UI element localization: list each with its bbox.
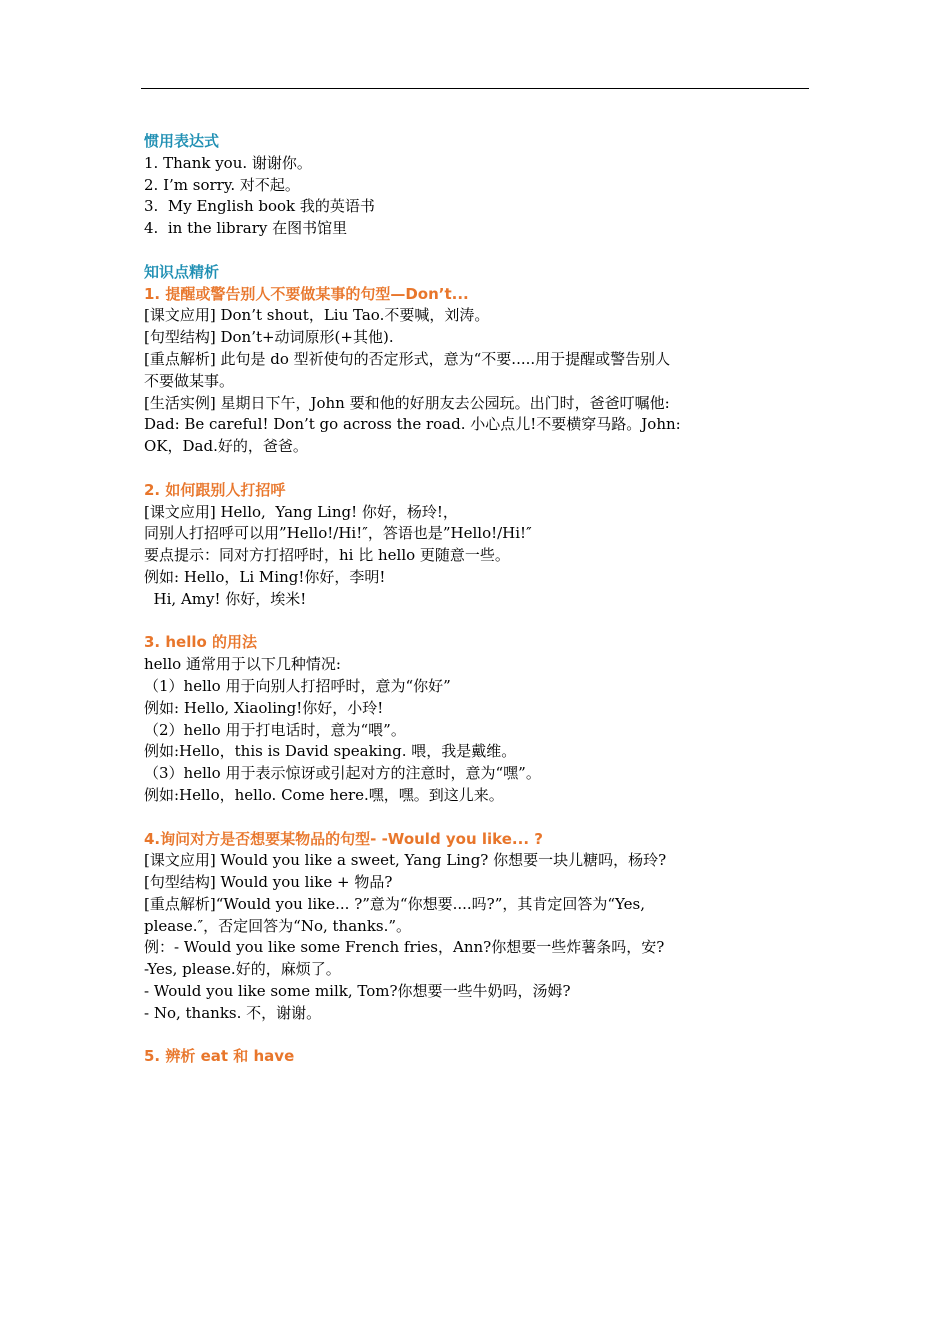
topic-1-line: 不要做某事。 [144,371,235,390]
idiom-item-3: 3. My English book 我的英语书 [144,197,375,216]
idiom-item-4: 4. in the library 在图书馆里 [144,219,348,238]
topic-3-line: 例如:Hello，this is David speaking. 喂，我是戴维。 [144,742,517,761]
topic-1-heading: 1. 提醒或警告别人不要做某事的句型—Don’t... [144,284,469,303]
topic-2-line: 例如: Hello，Li Ming!你好，李明! [144,567,386,586]
topic-3-line: hello 通常用于以下几种情况: [144,655,341,674]
topic-4-line: - No, thanks. 不，谢谢。 [144,1003,322,1022]
topic-4-heading: 4.询问对方是否想要某物品的句型- -Would you like... ? [144,829,543,848]
topic-3-line: （2）hello 用于打电话时，意为“喂”。 [144,720,406,739]
document-body [144,131,814,1068]
topic-2-heading: 2. 如何跟别人打招呼 [144,480,286,499]
topic-3-line: 例如:Hello，hello. Come here.嘿，嘿。到这儿来。 [144,785,504,804]
knowledge-heading: 知识点精析 [144,262,220,281]
topic-1-line: Dad: Be careful! Don’t go across the road. 小心点儿!不要横穿马路。John: [144,415,681,434]
spacer [144,611,814,633]
topic-4-line: - Would you like some milk, Tom?你想要一些牛奶吗，汤姆? [144,982,571,1001]
spacer [144,1025,814,1047]
spacer [144,807,814,829]
spacer [144,240,814,262]
topic-3-line: （1）hello 用于向别人打招呼时，意为“你好” [144,676,451,695]
topic-1-line: [生活实例] 星期日下午，John 要和他的好朋友去公园玩。出门时，爸爸叮嘱他: [144,393,670,412]
topic-5-heading: 5. 辨析 eat 和 have [144,1047,295,1066]
topic-2-line: 同别人打招呼可以用”Hello!/Hi!″，答语也是”Hello!/Hi!″ [144,524,532,543]
topic-1-line: OK，Dad.好的，爸爸。 [144,437,308,456]
topic-3-line: 例如: Hello, Xiaoling!你好，小玲! [144,698,384,717]
topic-4-line: please.″，否定回答为“No, thanks.”。 [144,916,412,935]
topic-4-line: 例：- Would you like some French fries，Ann?你想要一些炸薯条吗，安? [144,938,665,957]
spacer [144,458,814,480]
header-rule [141,88,809,89]
topic-3-heading: 3. hello 的用法 [144,633,258,652]
idiom-item-1: 1. Thank you. 谢谢你。 [144,153,312,172]
topic-2-line: 要点提示：同对方打招呼时，hi 比 hello 更随意一些。 [144,546,510,565]
topic-1-line: [课文应用] Don’t shout，Liu Tao.不要喊，刘涛。 [144,306,490,325]
idiom-item-2: 2. I’m sorry. 对不起。 [144,175,300,194]
topic-4-line: [重点解析]“Would you like... ?”意为“你想要....吗?”，其肯定回答为“Yes, [144,894,645,913]
idioms-heading: 惯用表达式 [144,132,220,150]
topic-4-line: [课文应用] Would you like a sweet, Yang Ling? 你想要一块儿糖吗，杨玲? [144,851,667,870]
topic-3-line: （3）hello 用于表示惊讶或引起对方的注意时，意为“嘿”。 [144,764,541,783]
topic-1-line: [重点解析] 此句是 do 型祈使句的否定形式，意为“不要.....用于提醒或警告别人 [144,349,671,368]
topic-4-line: -Yes, please.好的，麻烦了。 [144,960,341,979]
topic-2-line: [课文应用] Hello, Yang Ling! 你好，杨玲!， [144,502,458,521]
topic-2-line: Hi, Amy! 你好，埃米! [144,589,307,608]
topic-4-line: [句型结构] Would you like + 物品? [144,873,393,892]
topic-1-line: [句型结构] Don’t+动词原形(+其他). [144,328,394,347]
